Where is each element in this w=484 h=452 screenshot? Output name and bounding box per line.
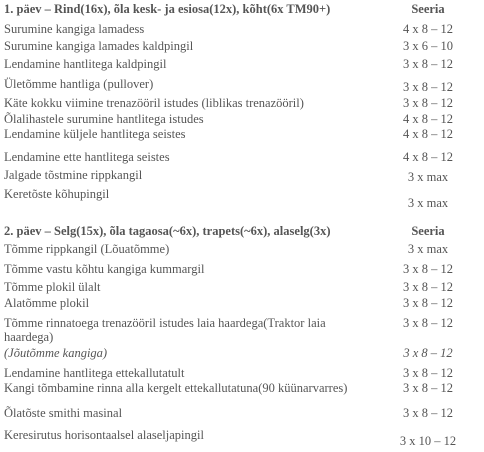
table-row: [4, 316, 482, 346]
exercise-sets: 3 x 8 – 12: [403, 381, 453, 395]
table-row: [4, 39, 482, 55]
exercise-name: Tõmme rinnatoega trenazööril istudes laia haardega(Traktor laia haardega): [4, 316, 326, 344]
table-row: [4, 22, 482, 38]
day2-sets-header: Seeria: [411, 224, 445, 238]
day1-header-row: [4, 2, 482, 18]
day1-title: 1. päev – Rind(16x), õla kesk- ja esiosa(12x), kõht(6x TM90+): [4, 2, 331, 16]
exercise-sets: 4 x 8 – 12: [403, 127, 453, 141]
exercise-sets: 3 x 8 – 12: [403, 96, 453, 110]
exercise-name: Jalgade tõstmine rippkangil: [4, 168, 143, 182]
table-row: [4, 280, 482, 296]
exercise-sets: 3 x 8 – 12: [403, 262, 453, 276]
exercise-name: Kangi tõmbamine rinna alla kergelt ettekallutatuna(90 küünarvarres): [4, 381, 348, 395]
table-row: [4, 428, 482, 450]
exercise-sets: 4 x 8 – 12: [403, 150, 453, 164]
table-row: [4, 242, 482, 258]
exercise-sets: 4 x 8 – 12: [403, 22, 453, 36]
exercise-sets: 3 x max: [407, 170, 449, 184]
table-row: [4, 112, 482, 128]
exercise-name: Keresirutus horisontaalsel alaseljapingil: [4, 428, 204, 442]
exercise-name: Ületõmme hantliga (pullover): [4, 77, 154, 91]
exercise-name: Lendamine hantlitega kaldpingil: [4, 57, 167, 71]
table-row: [4, 127, 482, 143]
exercise-sets: 3 x max: [407, 242, 449, 256]
day1-sets-header: Seeria: [411, 2, 445, 16]
exercise-name: Keretõste kõhupingil: [4, 187, 110, 201]
exercise-name: Käte kokku viimine trenazööril istudes (liblikas trenazööril): [4, 96, 304, 110]
exercise-sets: 3 x 6 – 10: [403, 39, 453, 53]
exercise-name: Surumine kangiga lamades kaldpingil: [4, 39, 194, 53]
table-row: [4, 366, 482, 382]
table-row: [4, 96, 482, 112]
exercise-sets: 4 x 8 – 12: [403, 112, 453, 126]
exercise-sets: 3 x 8 – 12: [403, 280, 453, 294]
day2-header-row: [4, 224, 482, 240]
exercise-name: Tõmme plokil ülalt: [4, 280, 101, 294]
exercise-sets: 3 x 10 – 12: [399, 434, 457, 448]
exercise-name: Surumine kangiga lamadess: [4, 22, 145, 36]
exercise-name: Lendamine hantlitega ettekallutatult: [4, 366, 185, 380]
exercise-sets: 3 x 8 – 12: [403, 316, 453, 330]
exercise-sets: 3 x 8 – 12: [403, 296, 453, 310]
exercise-name: Tõmme rippkangil (Lõuatõmme): [4, 242, 170, 256]
table-row: [4, 406, 482, 422]
table-row: [4, 346, 482, 362]
exercise-sets: 3 x 8 – 12: [403, 57, 453, 71]
exercise-sets: 3 x 8 – 12: [403, 406, 453, 420]
table-row: [4, 262, 482, 278]
exercise-name: Alatõmme plokil: [4, 296, 90, 310]
exercise-name: Lendamine ette hantlitega seistes: [4, 150, 170, 164]
table-row: [4, 381, 482, 397]
table-row: [4, 296, 482, 312]
day2-title: 2. päev – Selg(15x), õla tagaosa(~6x), trapets(~6x), alaselg(3x): [4, 224, 331, 238]
exercise-sets: 3 x max: [407, 196, 449, 210]
table-row: [4, 77, 482, 93]
exercise-sets: 3 x 8 – 12: [403, 366, 453, 380]
table-row: [4, 150, 482, 166]
table-row: [4, 168, 482, 184]
exercise-name: Õlalihastele surumine hantlitega istudes: [4, 112, 204, 126]
exercise-name: Õlatõste smithi masinal: [4, 406, 123, 420]
exercise-name: Lendamine küljele hantlitega seistes: [4, 127, 186, 141]
table-row: [4, 57, 482, 73]
exercise-sets: 3 x 8 – 12: [403, 80, 453, 94]
exercise-sets: 3 x 8 – 12: [403, 346, 453, 360]
exercise-name: (Jõutõmme kangiga): [4, 346, 108, 360]
table-row: [4, 187, 482, 211]
exercise-name: Tõmme vastu kõhtu kangiga kummargil: [4, 262, 205, 276]
